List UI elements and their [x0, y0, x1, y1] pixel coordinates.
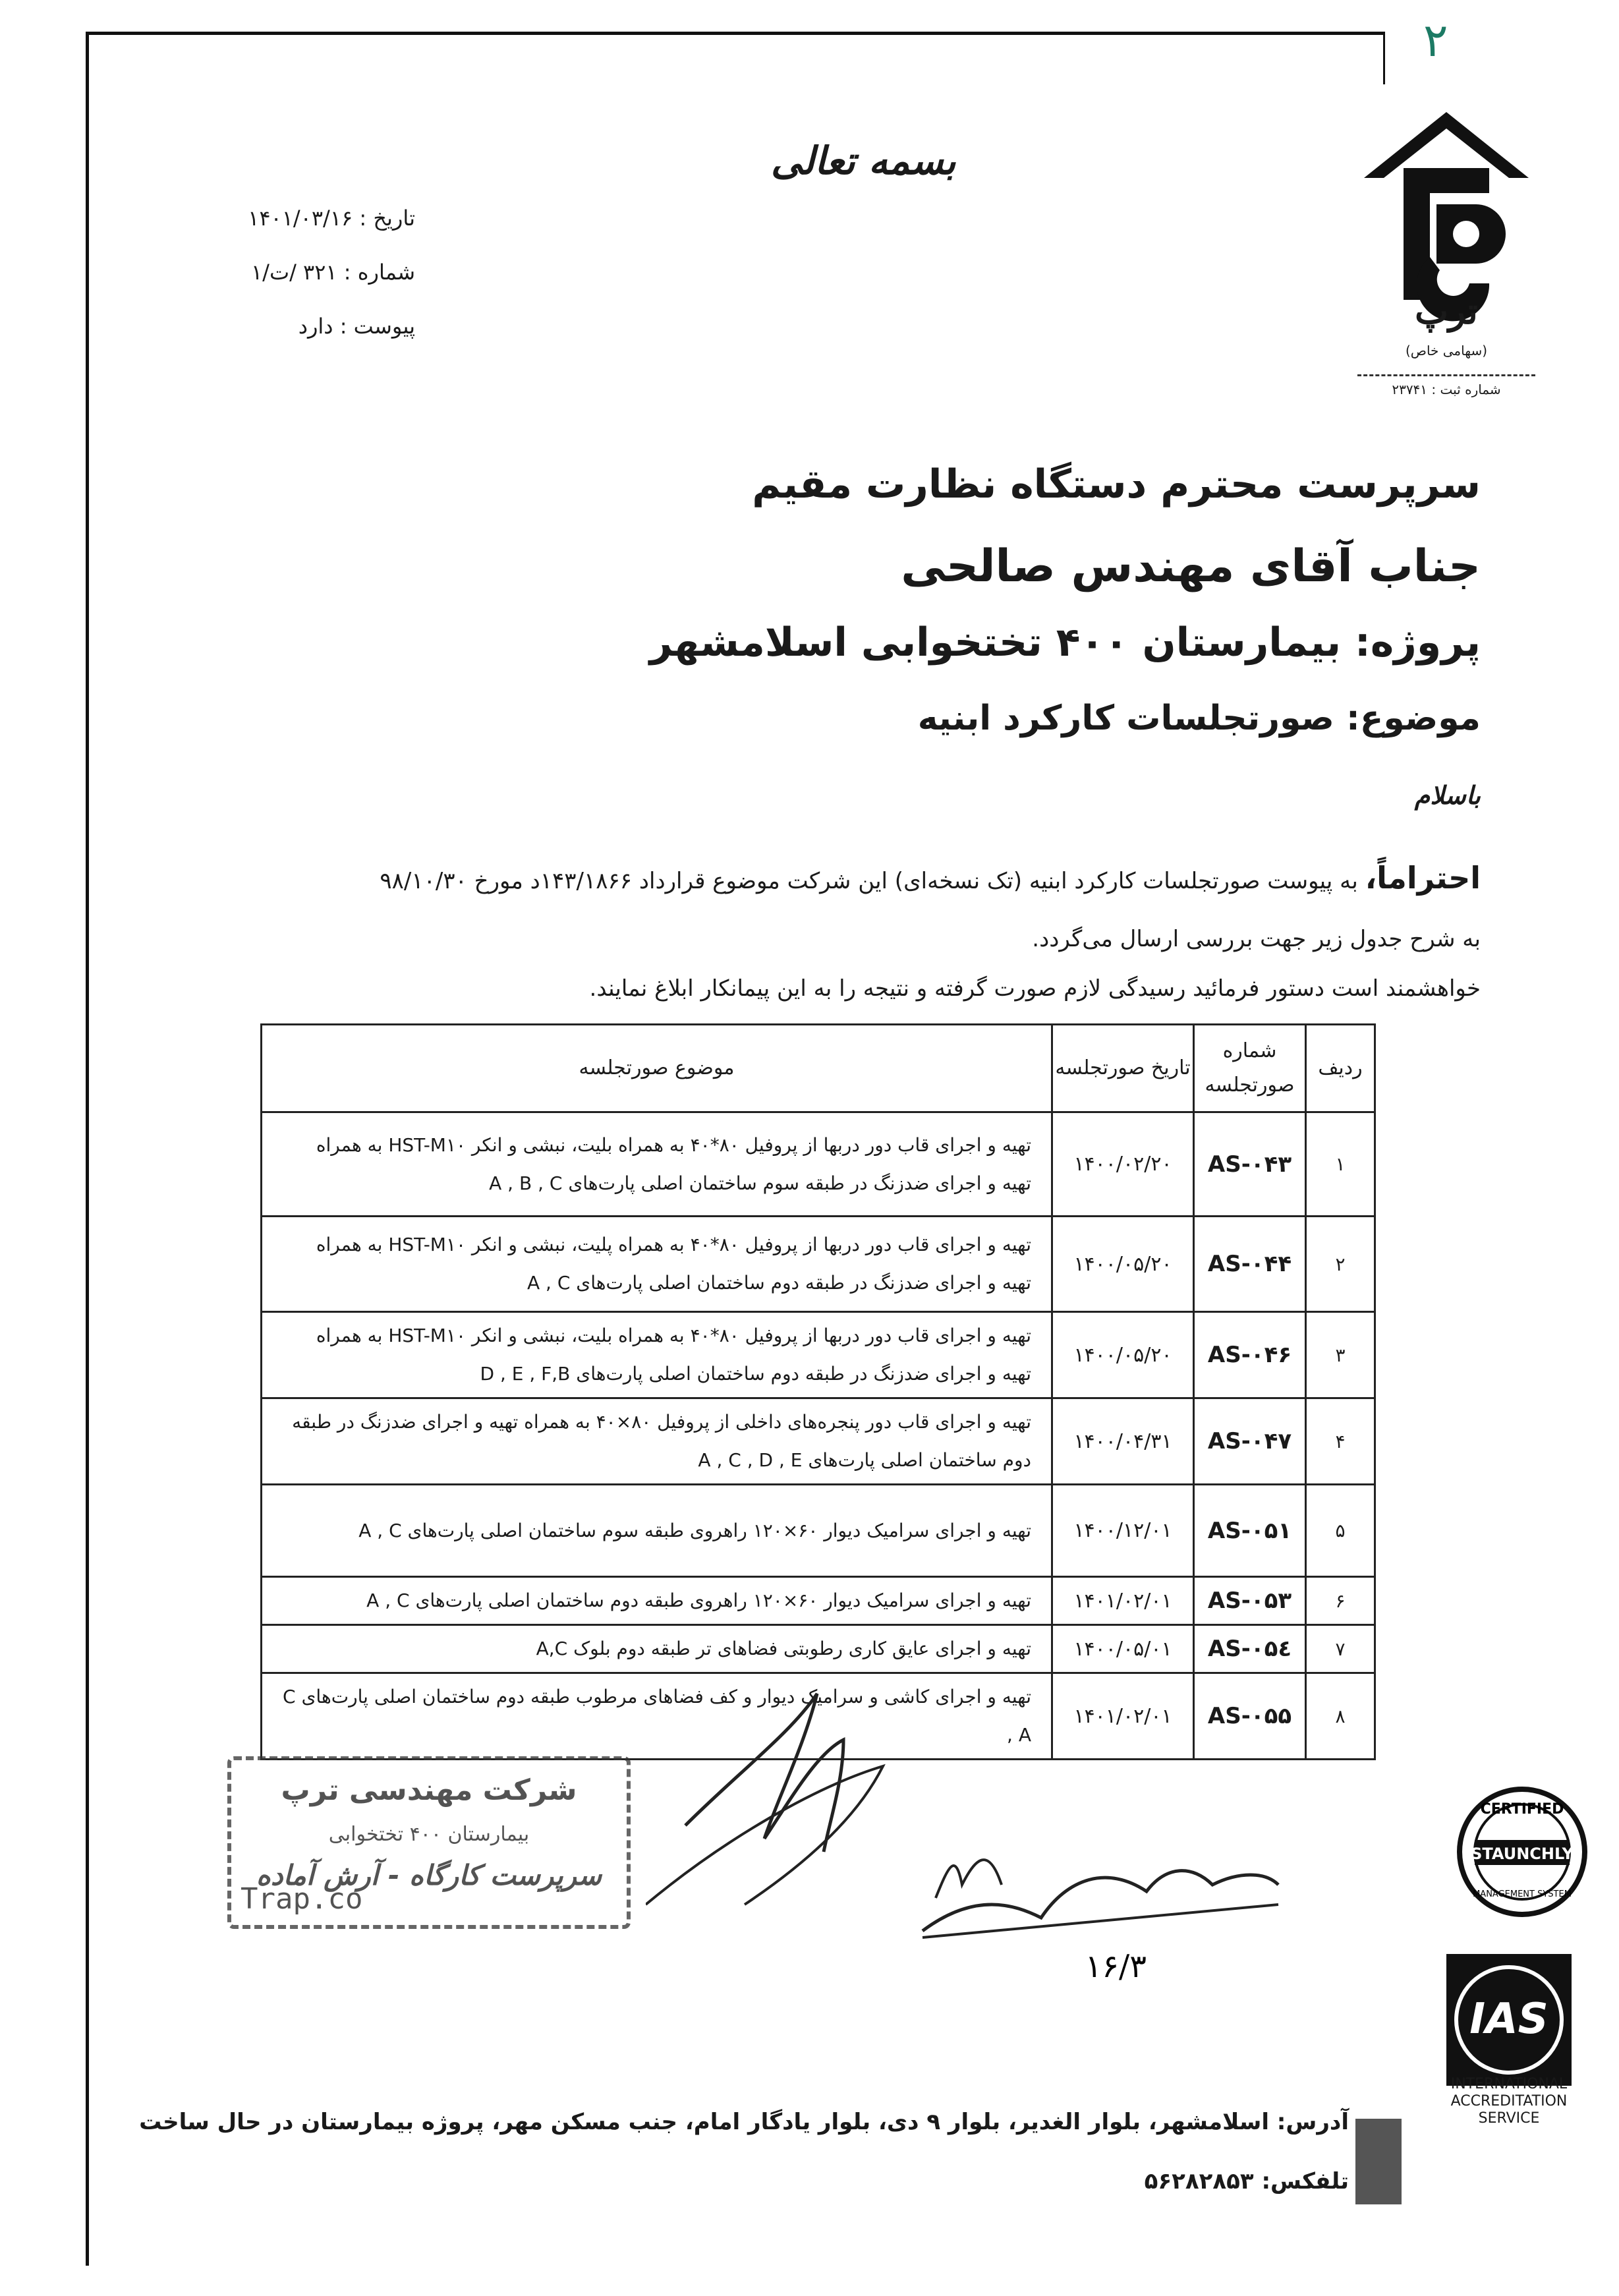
- project-line: پروژه: بیمارستان ۴۰۰ تختخوابی اسلامشهر: [649, 619, 1481, 666]
- table-row: [262, 1398, 1375, 1485]
- table-row: [262, 1112, 1375, 1217]
- cell-date: ۱۴۰۰/۰۲/۲۰: [1052, 1112, 1194, 1217]
- body-line-3: خواهشمند است دستور فرمائید رسیدگی لازم صورت گرفته و نتیجه را به این پیمانکار ابلاغ نمایند.: [589, 975, 1481, 1002]
- cell-row-index: ۵: [1306, 1485, 1375, 1577]
- body-line-2: به شرح جدول زیر جهت بررسی ارسال می‌گردد.: [1032, 926, 1481, 952]
- logo-registration: شماره ثبت : ۲۳۷۴۱: [1357, 374, 1535, 397]
- cell-row-index: ۸: [1306, 1673, 1375, 1760]
- ias-caption-line-1: INTERNATIONAL: [1450, 2076, 1568, 2092]
- cell-number: AS-۰۴۶: [1194, 1312, 1306, 1398]
- header-date: تاریخ صورتجلسه: [1052, 1025, 1194, 1112]
- table-header-row: [262, 1025, 1375, 1112]
- seal-brand: STAUNCHLY: [1471, 1845, 1574, 1863]
- ias-caption-line-2: ACCREDITATION: [1450, 2093, 1568, 2109]
- table-row: [262, 1312, 1375, 1398]
- table-row: [262, 1485, 1375, 1577]
- cell-date: ۱۴۰۱/۰۲/۰۱: [1052, 1673, 1194, 1760]
- stamp-supervisor: سرپرست کارگاه - آرش آماده: [256, 1859, 602, 1891]
- logo-company-name: ترپ: [1415, 290, 1478, 332]
- company-logo-icon: [1357, 105, 1535, 409]
- footer-bar: [1355, 2119, 1402, 2204]
- table-row: [262, 1625, 1375, 1673]
- cell-date: ۱۴۰۱/۰۲/۰۱: [1052, 1577, 1194, 1625]
- cell-number: AS-۰۴۴: [1194, 1217, 1306, 1312]
- cell-subject: تهیه و اجرای کاشی و سرامیک دیوار و کف فضاهای مرطوب طبقه دوم ساختمان اصلی پارت‌های C , A: [262, 1673, 1052, 1760]
- header-row-index: ردیف: [1306, 1025, 1375, 1112]
- seal-ias: IAS: [1469, 1995, 1548, 2044]
- frame-right-tick: [1383, 32, 1385, 84]
- cell-date: ۱۴۰۰/۰۵/۰۱: [1052, 1625, 1194, 1673]
- signature-date-note: ۱۶/۳: [1085, 1948, 1147, 1985]
- body-lead: احتراماً،: [1365, 860, 1481, 896]
- ias-seal-icon: [1443, 1951, 1575, 2089]
- seal-certified: CERTIFIED: [1480, 1801, 1564, 1818]
- site-stamp: [227, 1756, 631, 1929]
- bismillah: بسمه تعالی: [771, 138, 956, 183]
- stamp-company: شرکت مهندسی ترپ: [281, 1773, 577, 1807]
- table-row: [262, 1217, 1375, 1312]
- cell-subject: تهیه و اجرای قاب دور دربها از پروفیل ۸۰*۴۰ به همراه بلیت، نبشی و انکر HST-M۱۰ به همراه تهیه و اجرای ضدزنگ در طبقه سوم ساختمان اصلی پارت‌های A , B , C: [262, 1112, 1052, 1217]
- cell-date: ۱۴۰۰/۱۲/۰۱: [1052, 1485, 1194, 1577]
- minutes-table: [260, 1023, 1376, 1760]
- letter-number: شماره : ۳۲۱ /ت/۱: [250, 260, 415, 285]
- cell-subject: تهیه و اجرای سرامیک دیوار ۶۰×۱۲۰ راهروی طبقه دوم ساختمان اصلی پارت‌های A , C: [262, 1577, 1052, 1625]
- handwritten-signature-icon: [646, 1667, 1371, 2036]
- stamp-website: Trap.co: [241, 1882, 363, 1916]
- cell-row-index: ۴: [1306, 1398, 1375, 1485]
- body-paragraph-1: [163, 860, 1481, 896]
- cell-number: AS-۰۵۵: [1194, 1673, 1306, 1760]
- frame-top-border: [86, 32, 1384, 35]
- stamp-project: بیمارستان ۴۰۰ تختخوابی: [328, 1823, 530, 1846]
- letter-date: تاریخ : ۱۴۰۱/۰۳/۱۶: [248, 206, 415, 231]
- certified-seal-icon: [1456, 1786, 1588, 1918]
- cell-row-index: ۷: [1306, 1625, 1375, 1673]
- letter-attachment: پیوست : دارد: [298, 314, 415, 339]
- cell-row-index: ۳: [1306, 1312, 1375, 1398]
- letter-meta: [217, 191, 415, 353]
- cell-subject: تهیه و اجرای قاب دور دربها از پروفیل ۸۰*۴۰ به همراه بلیت، نبشی و انکر HST-M۱۰ به همراه تهیه و اجرای ضدزنگ در طبقه دوم ساختمان اصلی پارت‌های D , E , F,B: [262, 1312, 1052, 1398]
- greeting: باسلام: [1414, 781, 1481, 810]
- cell-subject: تهیه و اجرای قاب دور دربها از پروفیل ۸۰*۴۰ به همراه پلیت، نبشی و انکر HST-M۱۰ به همراه تهیه و اجرای ضدزنگ در طبقه دوم ساختمان اصلی پارت‌های A , C: [262, 1217, 1052, 1312]
- recipient-title: سرپرست محترم دستگاه نظارت مقیم: [752, 461, 1481, 507]
- ias-caption: [1423, 2076, 1595, 2127]
- footer-fax: تلفکس: ۵۶۲۸۲۸۵۳: [1144, 2168, 1349, 2195]
- table-row: [262, 1577, 1375, 1625]
- cell-row-index: ۲: [1306, 1217, 1375, 1312]
- cell-subject: تهیه و اجرای سرامیک دیوار ۶۰×۱۲۰ راهروی طبقه سوم ساختمان اصلی پارت‌های A , C: [262, 1485, 1052, 1577]
- recipient-name: جناب آقای مهندس صالحی: [901, 540, 1481, 592]
- cell-number: AS-۰۵۱: [1194, 1485, 1306, 1577]
- cell-date: ۱۴۰۰/۰۵/۲۰: [1052, 1312, 1194, 1398]
- logo-company-type: (سهامی خاص): [1405, 343, 1488, 359]
- cell-subject: تهیه و اجرای قاب دور پنجره‌های داخلی از پروفیل ۸۰×۴۰ به همراه تهیه و اجرای ضدزنگ در طبقه دوم ساختمان اصلی پارت‌های A , C , D , E: [262, 1398, 1052, 1485]
- cell-row-index: ۶: [1306, 1577, 1375, 1625]
- footer-address: آدرس: اسلامشهر، بلوار الغدیر، بلوار ۹ دی، بلوار یادگار امام، جنب مسکن مهر، پروژه بیمارستان در حال ساخت: [139, 2109, 1349, 2135]
- cell-number: AS-۰۴۳: [1194, 1112, 1306, 1217]
- cell-row-index: ۱: [1306, 1112, 1375, 1217]
- cell-subject: تهیه و اجرای عایق کاری رطوبتی فضاهای تر طبقه دوم بلوک A,C: [262, 1625, 1052, 1673]
- cell-date: ۱۴۰۰/۰۴/۳۱: [1052, 1398, 1194, 1485]
- subject-line: موضوع: صورتجلسات کارکرد ابنیه: [917, 699, 1481, 738]
- cell-number: AS-۰۵٤: [1194, 1625, 1306, 1673]
- page-number: ۲: [1423, 13, 1448, 67]
- frame-left-border: [86, 32, 89, 2266]
- header-number: شماره صورتجلسه: [1194, 1025, 1306, 1112]
- header-subject: موضوع صورتجلسه: [262, 1025, 1052, 1112]
- cell-number: AS-۰۴۷: [1194, 1398, 1306, 1485]
- body-line-1: به پیوست صورتجلسات کارکرد ابنیه (تک نسخه‌ای) این شرکت موضوع قرارداد ۱۴۳/۱۸۶۶د مورخ ۹۸/۱۰/۳۰: [380, 868, 1365, 894]
- cell-number: AS-۰۵۳: [1194, 1577, 1306, 1625]
- cell-date: ۱۴۰۰/۰۵/۲۰: [1052, 1217, 1194, 1312]
- ias-caption-line-3: SERVICE: [1478, 2110, 1540, 2127]
- seal-system: MANAGEMENT SYSTEM: [1473, 1889, 1572, 1899]
